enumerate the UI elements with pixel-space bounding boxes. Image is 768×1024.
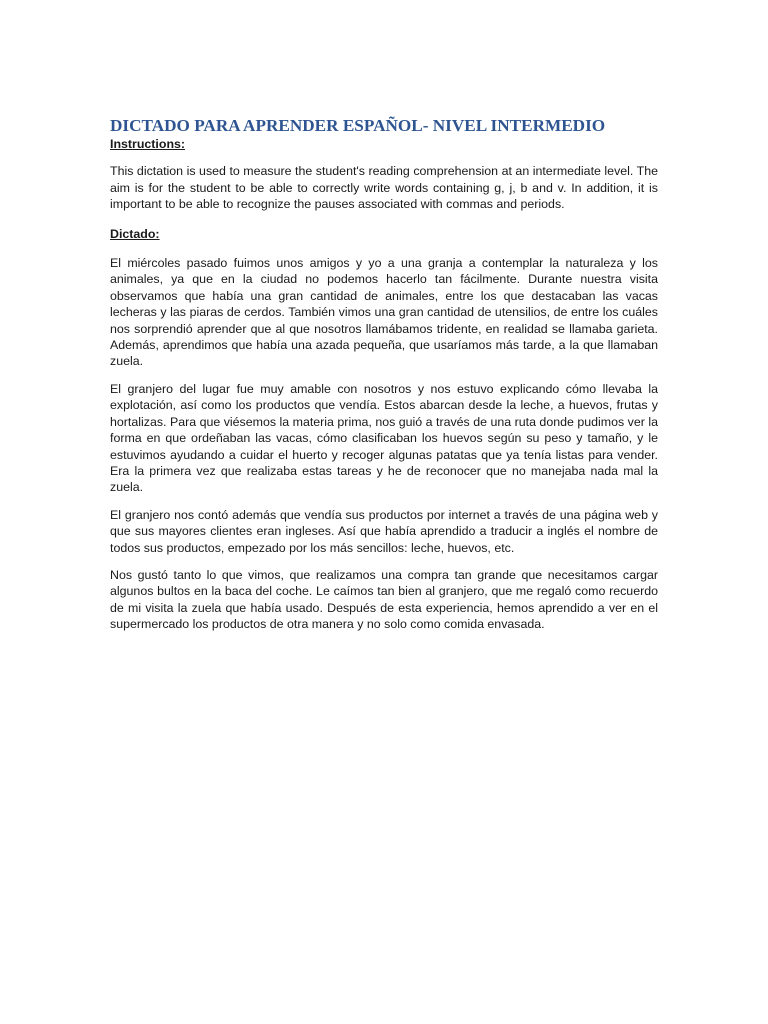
instructions-heading: Instructions: — [110, 137, 186, 151]
instructions-text: This dictation is used to measure the student's reading comprehension at an intermediate level. The aim is for the student to be able to correctly write words containing g, j, b and v. In addition, it is important to be able to recognize the pauses associated with commas and periods. — [110, 164, 658, 212]
dictado-paragraph: El granjero del lugar fue muy amable con nosotros y nos estuvo explicando cómo llevaba la explotación, así como los productos que vendía. Estos abarcan desde la leche, a huevos, frutas y hortalizas. Para que viésemos la materia prima, nos guió a través de una ruta donde pudimos ver la forma en que ordeñaban las vacas, cómo clasificaban los huevos según su peso y tamaño, y le estuvimos ayudando a cuidar el huerto y recoger algunas patatas que ya tenía listas para vender. Era la primera vez que realizaba estas tareas y he de reconocer que no manejaba nada mal la zuela. — [110, 381, 658, 495]
dictado-paragraph: El miércoles pasado fuimos unos amigos y yo a una granja a contemplar la naturaleza y los animales, ya que en la ciudad no podemos hacerlo tan fácilmente. Durante nuestra visita observamos que había una gran cantidad de animales, entre los que destacaban las vacas lecheras y las piaras de cerdos. También vimos una gran cantidad de utensilios, de entre los cuáles nos sorprendió aprender que al que nosotros llamábamos tridente, en realidad se llamaba garieta. Además, aprendimos que había una azada pequeña, que usaríamos más tarde, a la que llamaban zuela. — [110, 256, 658, 369]
dictado-heading: Dictado: — [110, 226, 160, 241]
dictado-paragraph: El granjero nos contó además que vendía sus productos por internet a través de una página web y que sus mayores clientes eran ingleses. Así que había aprendido a traducir a inglés el nombre de todos sus productos, empezado por los más sencillos: leche, huevos, etc. — [110, 507, 658, 555]
document-title: DICTADO PARA APRENDER ESPAÑOL- NIVEL INTERMEDIO — [110, 116, 606, 135]
dictado-paragraph: Nos gustó tanto lo que vimos, que realizamos una compra tan grande que necesitamos cargar algunos bultos en la baca del coche. Le caímos tan bien al granjero, que me regaló como recuerdo de mi visita la zuela que había usado. Después de esta experiencia, hemos aprendido a ver en el supermercado los productos de otra manera y no solo como comida envasada. — [110, 567, 658, 632]
document-page — [110, 116, 658, 633]
